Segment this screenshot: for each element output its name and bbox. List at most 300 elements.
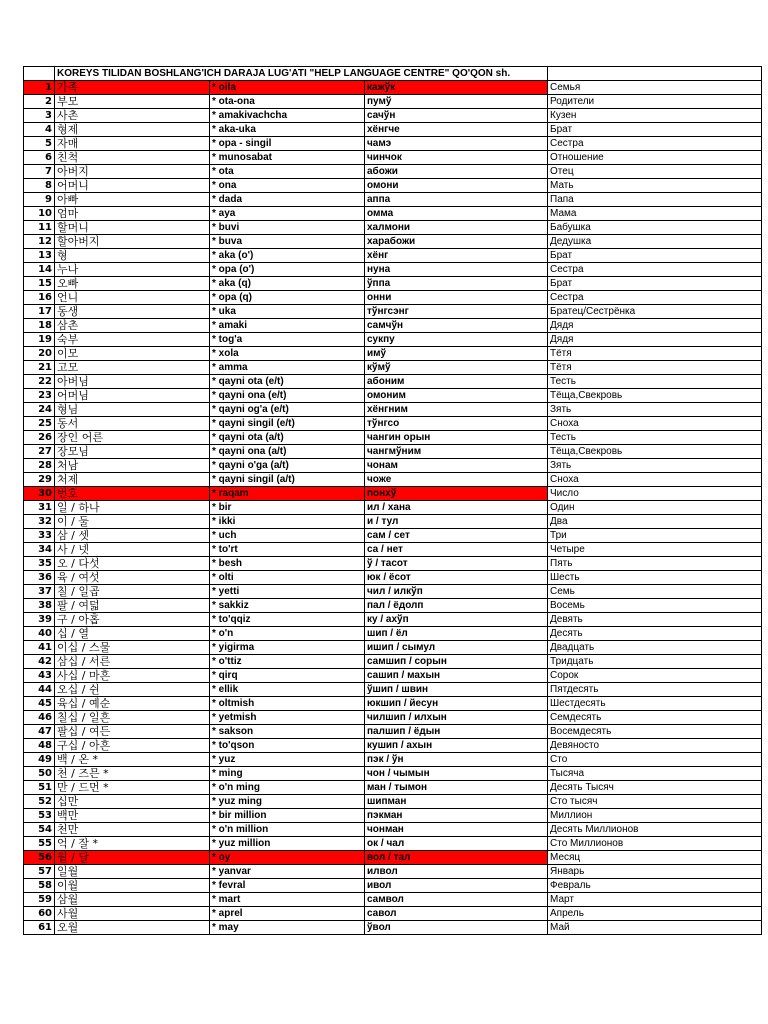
russian-cell: Май bbox=[548, 921, 762, 935]
russian-cell: Тёща,Свекровь bbox=[548, 445, 762, 459]
korean-cell: 동서 bbox=[55, 417, 210, 431]
uzbek-latin-cell: * aprel bbox=[210, 907, 365, 921]
russian-cell: Один bbox=[548, 501, 762, 515]
table-row bbox=[24, 837, 762, 851]
uzbek-cyrillic-cell: тўнгсэнг bbox=[365, 305, 548, 319]
table-row bbox=[24, 795, 762, 809]
korean-cell: 아빠 bbox=[55, 193, 210, 207]
uzbek-cyrillic-cell: пумў bbox=[365, 95, 548, 109]
table-row bbox=[24, 277, 762, 291]
uzbek-latin-cell: * qayni singil (a/t) bbox=[210, 473, 365, 487]
uzbek-latin-cell: * ellik bbox=[210, 683, 365, 697]
uzbek-cyrillic-cell: тўнгсо bbox=[365, 417, 548, 431]
table-row bbox=[24, 445, 762, 459]
row-number-cell: 55 bbox=[24, 837, 55, 851]
uzbek-cyrillic-cell: чамэ bbox=[365, 137, 548, 151]
uzbek-cyrillic-cell: чоже bbox=[365, 473, 548, 487]
uzbek-latin-cell: * xola bbox=[210, 347, 365, 361]
table-row bbox=[24, 249, 762, 263]
korean-cell: 숙부 bbox=[55, 333, 210, 347]
table-row bbox=[24, 109, 762, 123]
uzbek-cyrillic-cell: халмони bbox=[365, 221, 548, 235]
korean-cell: 처제 bbox=[55, 473, 210, 487]
uzbek-latin-cell: * o'n million bbox=[210, 823, 365, 837]
row-number-cell: 17 bbox=[24, 305, 55, 319]
row-number-cell: 28 bbox=[24, 459, 55, 473]
row-number-cell: 7 bbox=[24, 165, 55, 179]
uzbek-latin-cell: * buvi bbox=[210, 221, 365, 235]
korean-cell: 가족 bbox=[55, 81, 210, 95]
uzbek-cyrillic-cell: омма bbox=[365, 207, 548, 221]
row-number-cell: 10 bbox=[24, 207, 55, 221]
uzbek-latin-cell: * uch bbox=[210, 529, 365, 543]
korean-cell: 번호 bbox=[55, 487, 210, 501]
russian-cell: Сто Миллионов bbox=[548, 837, 762, 851]
uzbek-cyrillic-cell: палшип / ёдын bbox=[365, 725, 548, 739]
russian-cell: Месяц bbox=[548, 851, 762, 865]
korean-cell: 이모 bbox=[55, 347, 210, 361]
table-row bbox=[24, 501, 762, 515]
row-number-cell: 52 bbox=[24, 795, 55, 809]
uzbek-latin-cell: * mart bbox=[210, 893, 365, 907]
uzbek-latin-cell: * fevral bbox=[210, 879, 365, 893]
russian-cell: Шесть bbox=[548, 571, 762, 585]
row-number-cell: 22 bbox=[24, 375, 55, 389]
table-row bbox=[24, 403, 762, 417]
uzbek-cyrillic-cell: шип / ёл bbox=[365, 627, 548, 641]
table-row bbox=[24, 655, 762, 669]
korean-cell: 오빠 bbox=[55, 277, 210, 291]
russian-cell: Тесть bbox=[548, 431, 762, 445]
uzbek-latin-cell: * ota bbox=[210, 165, 365, 179]
uzbek-cyrillic-cell: чонман bbox=[365, 823, 548, 837]
row-number-cell: 3 bbox=[24, 109, 55, 123]
uzbek-cyrillic-cell: хёнг bbox=[365, 249, 548, 263]
uzbek-latin-cell: * bir million bbox=[210, 809, 365, 823]
korean-cell: 삼 / 셋 bbox=[55, 529, 210, 543]
uzbek-latin-cell: * oila bbox=[210, 81, 365, 95]
table-row bbox=[24, 921, 762, 935]
table-row bbox=[24, 683, 762, 697]
korean-cell: 오십 / 쉰 bbox=[55, 683, 210, 697]
uzbek-latin-cell: * bir bbox=[210, 501, 365, 515]
russian-cell: Двадцать bbox=[548, 641, 762, 655]
row-number-cell: 43 bbox=[24, 669, 55, 683]
korean-cell: 이 / 둘 bbox=[55, 515, 210, 529]
korean-cell: 형님 bbox=[55, 403, 210, 417]
uzbek-cyrillic-cell: пэкман bbox=[365, 809, 548, 823]
table-row bbox=[24, 585, 762, 599]
korean-cell: 구십 / 아흔 bbox=[55, 739, 210, 753]
uzbek-cyrillic-cell: хёнгним bbox=[365, 403, 548, 417]
table-row bbox=[24, 263, 762, 277]
korean-cell: 천 / 즈믄 * bbox=[55, 767, 210, 781]
russian-cell: Брат bbox=[548, 277, 762, 291]
row-number-cell: 19 bbox=[24, 333, 55, 347]
korean-cell: 사촌 bbox=[55, 109, 210, 123]
korean-cell: 삼십 / 서른 bbox=[55, 655, 210, 669]
uzbek-cyrillic-cell: ку / ахўп bbox=[365, 613, 548, 627]
russian-cell: Семья bbox=[548, 81, 762, 95]
row-number-cell: 41 bbox=[24, 641, 55, 655]
russian-cell: Братец/Сестрёнка bbox=[548, 305, 762, 319]
title-row bbox=[24, 67, 762, 81]
table-row bbox=[24, 417, 762, 431]
uzbek-latin-cell: * o'n ming bbox=[210, 781, 365, 795]
russian-cell: Десять Тысяч bbox=[548, 781, 762, 795]
russian-cell: Родители bbox=[548, 95, 762, 109]
uzbek-latin-cell: * buva bbox=[210, 235, 365, 249]
korean-cell: 어머님 bbox=[55, 389, 210, 403]
table-row bbox=[24, 669, 762, 683]
section-header-row bbox=[24, 487, 762, 501]
uzbek-cyrillic-cell: ўшип / швин bbox=[365, 683, 548, 697]
uzbek-cyrillic-cell: илвол bbox=[365, 865, 548, 879]
korean-cell: 육십 / 예순 bbox=[55, 697, 210, 711]
uzbek-cyrillic-cell: сачўн bbox=[365, 109, 548, 123]
row-number-cell: 34 bbox=[24, 543, 55, 557]
table-row bbox=[24, 95, 762, 109]
uzbek-latin-cell: * opa (q) bbox=[210, 291, 365, 305]
russian-cell: Сестра bbox=[548, 263, 762, 277]
row-number-cell: 53 bbox=[24, 809, 55, 823]
table-row bbox=[24, 753, 762, 767]
korean-cell: 구 / 아홉 bbox=[55, 613, 210, 627]
uzbek-latin-cell: * qayni ona (a/t) bbox=[210, 445, 365, 459]
table-row bbox=[24, 361, 762, 375]
uzbek-latin-cell: * to'rt bbox=[210, 543, 365, 557]
uzbek-cyrillic-cell: чон / чымын bbox=[365, 767, 548, 781]
uzbek-cyrillic-cell: са / нет bbox=[365, 543, 548, 557]
table-row bbox=[24, 123, 762, 137]
table-row bbox=[24, 305, 762, 319]
korean-cell: 억 / 잘 * bbox=[55, 837, 210, 851]
uzbek-latin-cell: * aka (o') bbox=[210, 249, 365, 263]
uzbek-cyrillic-cell: сашип / махын bbox=[365, 669, 548, 683]
row-number-cell: 13 bbox=[24, 249, 55, 263]
row-number-cell: 11 bbox=[24, 221, 55, 235]
russian-cell: Тётя bbox=[548, 347, 762, 361]
table-row bbox=[24, 179, 762, 193]
russian-cell: Папа bbox=[548, 193, 762, 207]
russian-cell: Четыре bbox=[548, 543, 762, 557]
korean-cell: 이월 bbox=[55, 879, 210, 893]
uzbek-latin-cell: * yuz ming bbox=[210, 795, 365, 809]
row-number-cell: 57 bbox=[24, 865, 55, 879]
russian-cell: Отношение bbox=[548, 151, 762, 165]
korean-cell: 할아버지 bbox=[55, 235, 210, 249]
row-number-cell: 18 bbox=[24, 319, 55, 333]
uzbek-latin-cell: * tog'a bbox=[210, 333, 365, 347]
korean-cell: 형 bbox=[55, 249, 210, 263]
korean-cell: 동생 bbox=[55, 305, 210, 319]
uzbek-cyrillic-cell: вол / тал bbox=[365, 851, 548, 865]
section-header-row bbox=[24, 81, 762, 95]
russian-cell: Тысяча bbox=[548, 767, 762, 781]
uzbek-latin-cell: * amaki bbox=[210, 319, 365, 333]
table-row bbox=[24, 529, 762, 543]
uzbek-latin-cell: * o'n bbox=[210, 627, 365, 641]
page-title: KOREYS TILIDAN BOSHLANG'ICH DARAJA LUG'ATI "HELP LANGUAGE CENTRE" QO'QON sh. bbox=[55, 67, 548, 81]
uzbek-cyrillic-cell: ивол bbox=[365, 879, 548, 893]
uzbek-latin-cell: * aka (q) bbox=[210, 277, 365, 291]
row-number-cell: 60 bbox=[24, 907, 55, 921]
russian-cell: Шестдесять bbox=[548, 697, 762, 711]
russian-cell: Тридцать bbox=[548, 655, 762, 669]
table-row bbox=[24, 739, 762, 753]
table-row bbox=[24, 627, 762, 641]
row-number-cell: 32 bbox=[24, 515, 55, 529]
korean-cell: 만 / 드먼 * bbox=[55, 781, 210, 795]
table-row bbox=[24, 431, 762, 445]
uzbek-cyrillic-cell: ў / тасот bbox=[365, 557, 548, 571]
russian-cell: Мама bbox=[548, 207, 762, 221]
uzbek-cyrillic-cell: самчўн bbox=[365, 319, 548, 333]
table-row bbox=[24, 879, 762, 893]
row-number-cell: 14 bbox=[24, 263, 55, 277]
uzbek-cyrillic-cell: кушип / ахын bbox=[365, 739, 548, 753]
uzbek-cyrillic-cell: аппа bbox=[365, 193, 548, 207]
russian-cell: Миллион bbox=[548, 809, 762, 823]
korean-cell: 팔십 / 여든 bbox=[55, 725, 210, 739]
korean-cell: 천만 bbox=[55, 823, 210, 837]
korean-cell: 오 / 다섯 bbox=[55, 557, 210, 571]
uzbek-cyrillic-cell: чил / илкўп bbox=[365, 585, 548, 599]
row-number-cell: 45 bbox=[24, 697, 55, 711]
uzbek-latin-cell: * may bbox=[210, 921, 365, 935]
korean-cell: 아버님 bbox=[55, 375, 210, 389]
russian-cell: Бабушка bbox=[548, 221, 762, 235]
korean-cell: 친척 bbox=[55, 151, 210, 165]
russian-cell: Число bbox=[548, 487, 762, 501]
table-row bbox=[24, 781, 762, 795]
table-row bbox=[24, 571, 762, 585]
row-number-cell: 9 bbox=[24, 193, 55, 207]
russian-cell: Февраль bbox=[548, 879, 762, 893]
korean-cell: 일 / 하나 bbox=[55, 501, 210, 515]
russian-cell: Январь bbox=[548, 865, 762, 879]
row-number-cell: 4 bbox=[24, 123, 55, 137]
uzbek-cyrillic-cell: ишип / сымул bbox=[365, 641, 548, 655]
uzbek-latin-cell: * yigirma bbox=[210, 641, 365, 655]
row-number-cell: 8 bbox=[24, 179, 55, 193]
uzbek-cyrillic-cell: кажўк bbox=[365, 81, 548, 95]
row-number-cell: 20 bbox=[24, 347, 55, 361]
row-number-cell: 49 bbox=[24, 753, 55, 767]
uzbek-latin-cell: * munosabat bbox=[210, 151, 365, 165]
uzbek-latin-cell: * ikki bbox=[210, 515, 365, 529]
row-number-cell: 51 bbox=[24, 781, 55, 795]
korean-cell: 오월 bbox=[55, 921, 210, 935]
table-row bbox=[24, 725, 762, 739]
uzbek-latin-cell: * aya bbox=[210, 207, 365, 221]
vocabulary-sheet bbox=[23, 66, 761, 935]
table-row bbox=[24, 543, 762, 557]
uzbek-cyrillic-cell: онни bbox=[365, 291, 548, 305]
russian-cell: Пять bbox=[548, 557, 762, 571]
row-number-cell: 5 bbox=[24, 137, 55, 151]
uzbek-latin-cell: * aka-uka bbox=[210, 123, 365, 137]
uzbek-cyrillic-cell: ўппа bbox=[365, 277, 548, 291]
row-number-cell: 58 bbox=[24, 879, 55, 893]
russian-cell: Мать bbox=[548, 179, 762, 193]
table-row bbox=[24, 207, 762, 221]
korean-cell: 형제 bbox=[55, 123, 210, 137]
table-row bbox=[24, 515, 762, 529]
uzbek-cyrillic-cell: ок / чал bbox=[365, 837, 548, 851]
russian-cell: Восемь bbox=[548, 599, 762, 613]
korean-cell: 장모님 bbox=[55, 445, 210, 459]
russian-cell: Сорок bbox=[548, 669, 762, 683]
russian-cell: Десять Миллионов bbox=[548, 823, 762, 837]
russian-cell: Дядя bbox=[548, 333, 762, 347]
russian-cell: Десять bbox=[548, 627, 762, 641]
uzbek-latin-cell: * qayni ota (a/t) bbox=[210, 431, 365, 445]
russian-cell: Сто тысяч bbox=[548, 795, 762, 809]
uzbek-cyrillic-cell: самшип / сорын bbox=[365, 655, 548, 669]
row-number-cell: 6 bbox=[24, 151, 55, 165]
korean-cell: 누나 bbox=[55, 263, 210, 277]
table-row bbox=[24, 613, 762, 627]
table-row bbox=[24, 809, 762, 823]
russian-cell: Апрель bbox=[548, 907, 762, 921]
table-row bbox=[24, 767, 762, 781]
korean-cell: 부모 bbox=[55, 95, 210, 109]
row-number-cell: 1 bbox=[24, 81, 55, 95]
uzbek-cyrillic-cell: омоним bbox=[365, 389, 548, 403]
korean-cell: 월 / 달 bbox=[55, 851, 210, 865]
uzbek-cyrillic-cell: хёнгче bbox=[365, 123, 548, 137]
row-number-cell: 15 bbox=[24, 277, 55, 291]
uzbek-cyrillic-cell: ил / хана bbox=[365, 501, 548, 515]
uzbek-cyrillic-cell: понхў bbox=[365, 487, 548, 501]
uzbek-cyrillic-cell: чинчок bbox=[365, 151, 548, 165]
row-number-cell: 21 bbox=[24, 361, 55, 375]
uzbek-latin-cell: * qayni og'a (e/t) bbox=[210, 403, 365, 417]
uzbek-cyrillic-cell: пэк / ўн bbox=[365, 753, 548, 767]
table-row bbox=[24, 165, 762, 179]
title-corner-cell bbox=[24, 67, 55, 81]
table-row bbox=[24, 137, 762, 151]
row-number-cell: 56 bbox=[24, 851, 55, 865]
korean-cell: 고모 bbox=[55, 361, 210, 375]
row-number-cell: 24 bbox=[24, 403, 55, 417]
section-header-row bbox=[24, 851, 762, 865]
uzbek-cyrillic-cell: юкшип / йесун bbox=[365, 697, 548, 711]
uzbek-cyrillic-cell: абоним bbox=[365, 375, 548, 389]
korean-cell: 일월 bbox=[55, 865, 210, 879]
row-number-cell: 59 bbox=[24, 893, 55, 907]
uzbek-cyrillic-cell: харабожи bbox=[365, 235, 548, 249]
uzbek-latin-cell: * uka bbox=[210, 305, 365, 319]
table-row bbox=[24, 389, 762, 403]
korean-cell: 백만 bbox=[55, 809, 210, 823]
russian-cell: Пятдесять bbox=[548, 683, 762, 697]
uzbek-cyrillic-cell: чонам bbox=[365, 459, 548, 473]
uzbek-latin-cell: * raqam bbox=[210, 487, 365, 501]
korean-cell: 처남 bbox=[55, 459, 210, 473]
russian-cell: Брат bbox=[548, 123, 762, 137]
uzbek-latin-cell: * qayni ota (e/t) bbox=[210, 375, 365, 389]
uzbek-cyrillic-cell: и / тул bbox=[365, 515, 548, 529]
table-row bbox=[24, 865, 762, 879]
table-row bbox=[24, 347, 762, 361]
table-row bbox=[24, 599, 762, 613]
uzbek-latin-cell: * besh bbox=[210, 557, 365, 571]
korean-cell: 자매 bbox=[55, 137, 210, 151]
korean-cell: 아버지 bbox=[55, 165, 210, 179]
korean-cell: 장인 어른 bbox=[55, 431, 210, 445]
row-number-cell: 26 bbox=[24, 431, 55, 445]
uzbek-latin-cell: * qayni ona (e/t) bbox=[210, 389, 365, 403]
row-number-cell: 40 bbox=[24, 627, 55, 641]
row-number-cell: 30 bbox=[24, 487, 55, 501]
uzbek-cyrillic-cell: нуна bbox=[365, 263, 548, 277]
row-number-cell: 35 bbox=[24, 557, 55, 571]
russian-cell: Зять bbox=[548, 459, 762, 473]
russian-cell: Март bbox=[548, 893, 762, 907]
korean-cell: 사월 bbox=[55, 907, 210, 921]
vocabulary-table-body bbox=[24, 67, 762, 935]
table-row bbox=[24, 641, 762, 655]
korean-cell: 할머니 bbox=[55, 221, 210, 235]
uzbek-cyrillic-cell: чангин орын bbox=[365, 431, 548, 445]
korean-cell: 십만 bbox=[55, 795, 210, 809]
russian-cell: Сестра bbox=[548, 137, 762, 151]
uzbek-latin-cell: * yetmish bbox=[210, 711, 365, 725]
korean-cell: 십 / 열 bbox=[55, 627, 210, 641]
russian-cell: Тесть bbox=[548, 375, 762, 389]
korean-cell: 육 / 여섯 bbox=[55, 571, 210, 585]
russian-cell: Зять bbox=[548, 403, 762, 417]
uzbek-latin-cell: * opa (o') bbox=[210, 263, 365, 277]
table-row bbox=[24, 151, 762, 165]
uzbek-cyrillic-cell: самвол bbox=[365, 893, 548, 907]
uzbek-latin-cell: * to'qson bbox=[210, 739, 365, 753]
table-row bbox=[24, 319, 762, 333]
row-number-cell: 48 bbox=[24, 739, 55, 753]
uzbek-cyrillic-cell: шипман bbox=[365, 795, 548, 809]
uzbek-latin-cell: * qayni singil (e/t) bbox=[210, 417, 365, 431]
uzbek-cyrillic-cell: кўмў bbox=[365, 361, 548, 375]
russian-cell: Сестра bbox=[548, 291, 762, 305]
russian-cell: Два bbox=[548, 515, 762, 529]
korean-cell: 사십 / 마흔 bbox=[55, 669, 210, 683]
korean-cell: 언니 bbox=[55, 291, 210, 305]
row-number-cell: 27 bbox=[24, 445, 55, 459]
russian-cell: Кузен bbox=[548, 109, 762, 123]
uzbek-latin-cell: * qayni o'ga (a/t) bbox=[210, 459, 365, 473]
row-number-cell: 44 bbox=[24, 683, 55, 697]
uzbek-latin-cell: * opa - singil bbox=[210, 137, 365, 151]
uzbek-latin-cell: * sakkiz bbox=[210, 599, 365, 613]
uzbek-cyrillic-cell: имў bbox=[365, 347, 548, 361]
korean-cell: 삼촌 bbox=[55, 319, 210, 333]
uzbek-cyrillic-cell: абожи bbox=[365, 165, 548, 179]
table-row bbox=[24, 291, 762, 305]
russian-cell: Сноха bbox=[548, 473, 762, 487]
uzbek-latin-cell: * yetti bbox=[210, 585, 365, 599]
korean-cell: 삼월 bbox=[55, 893, 210, 907]
row-number-cell: 47 bbox=[24, 725, 55, 739]
uzbek-latin-cell: * yuz bbox=[210, 753, 365, 767]
table-row bbox=[24, 893, 762, 907]
row-number-cell: 42 bbox=[24, 655, 55, 669]
uzbek-latin-cell: * yanvar bbox=[210, 865, 365, 879]
title-blank-cell bbox=[548, 67, 762, 81]
row-number-cell: 39 bbox=[24, 613, 55, 627]
vocabulary-table bbox=[23, 66, 762, 935]
